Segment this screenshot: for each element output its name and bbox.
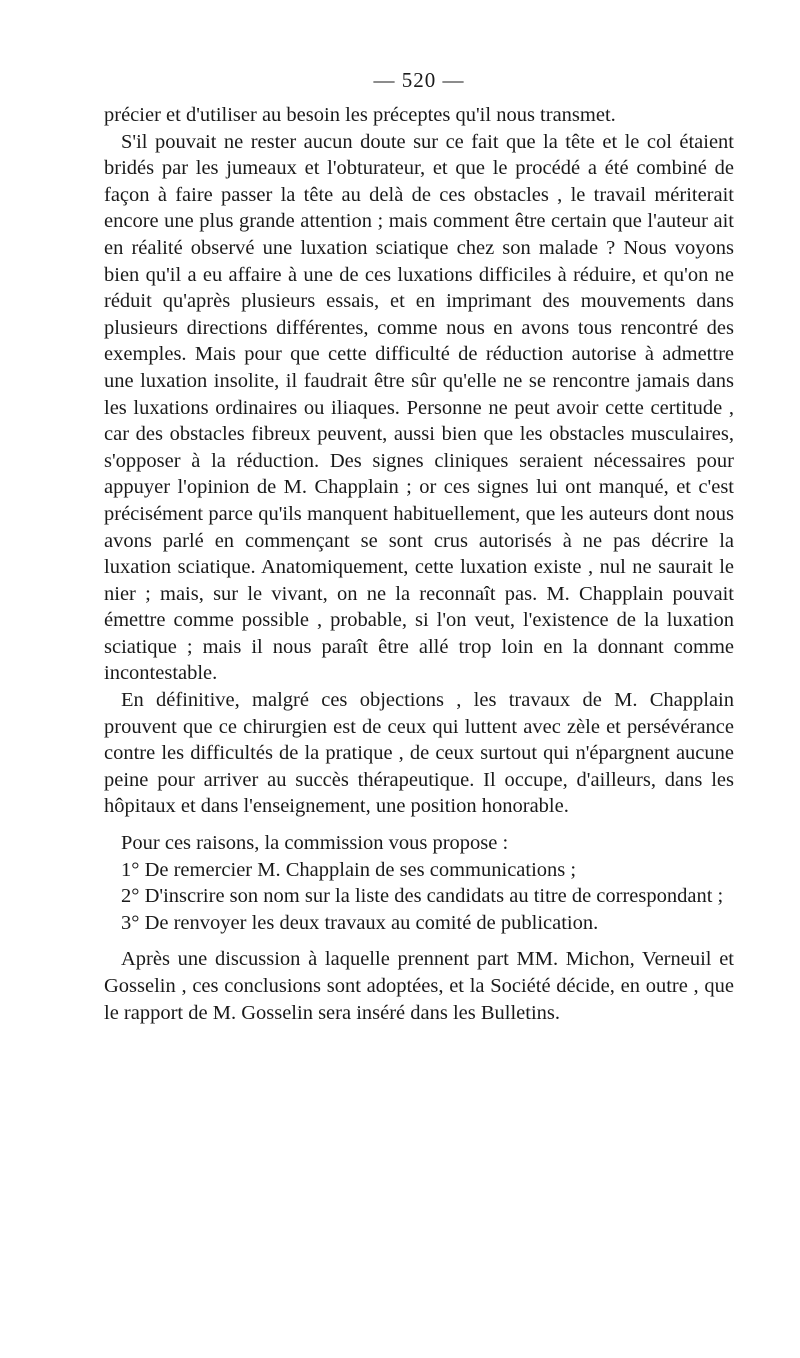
proposal-item-3: 3° De renvoyer les deux travaux au comité de publication.: [121, 911, 599, 934]
body-text: [104, 102, 734, 1026]
paragraph-luxation-discussion: S'il pouvait ne rester aucun doute sur ce fait que la tête et le col étaient bridés par les jumeaux et l'obturateur, et que le procédé a été combiné de façon à faire passer la tête au delà de ces obstacles , le travail mériterait encore une plus grande attention ; mais comment être certain que l'auteur ait en réalité observé une luxation sciatique chez son malade ? Nous voyons bien qu'il a eu affaire à une de ces luxations difficiles à réduire, et qu'on ne réduit qu'après plusieurs essais, et en imprimant des mouvements dans plusieurs directions différentes, comme nous en avons tous rencontré des exemples. Mais pour que cette difficulté de réduction autorise à admettre une luxation insolite, il faudrait être sûr qu'elle ne se rencontre jamais dans les luxations ordinaires ou iliaques. Personne ne peut avoir cette certitude , car des obstacles fibreux peuvent, aussi bien que les obstacles musculaires, s'opposer à la réduction. Des signes cliniques seraient nécessaires pour appuyer l'opinion de M. Chapplain ; or ces signes lui ont manqué, et c'est précisément parce qu'ils manquent habituellement, que les auteurs dont nous avons parlé en commençant se sont crus autorisés à ne pas décrire la luxation sciatique. Anatomiquement, cette luxation existe , nul ne saurait le nier ; mais, sur le vivant, on ne la reconnaît pas. M. Chapplain pouvait émettre comme possible , probable, si l'on veut, l'existence de la luxation sciatique ; mais il nous paraît être allé trop loin en la donnant comme incontestable.: [104, 130, 734, 685]
proposal-item-1: 1° De remercier M. Chapplain de ses communications ;: [121, 858, 577, 881]
paragraph-proposal-intro: Pour ces raisons, la commission vous propose :: [121, 832, 509, 855]
paragraph-continuation: précier et d'utiliser au besoin les préceptes qu'il nous transmet.: [104, 104, 616, 126]
page-number: — 520 —: [373, 68, 465, 92]
document-page: [104, 66, 734, 1026]
paragraph-discussion-outcome: Après une discussion à laquelle prennent part MM. Michon, Verneuil et Gosselin , ces conclusions sont adoptées, et la Société décide, en outre , que le rapport de M. Gosselin sera inséré dans les Bulletins.: [104, 948, 734, 1024]
paragraph-conclusion: En définitive, malgré ces objections , les travaux de M. Chapplain prouvent que ce chirurgien est de ceux qui luttent avec zèle et persévérance contre les difficultés de la pratique , de ceux surtout qui n'épargnent aucune peine pour arriver au succès thérapeutique. Il occupe, d'ailleurs, dans les hôpitaux et dans l'enseignement, une position honorable.: [104, 689, 734, 818]
proposal-item-2: 2° D'inscrire son nom sur la liste des candidats au titre de correspondant ;: [121, 885, 724, 908]
